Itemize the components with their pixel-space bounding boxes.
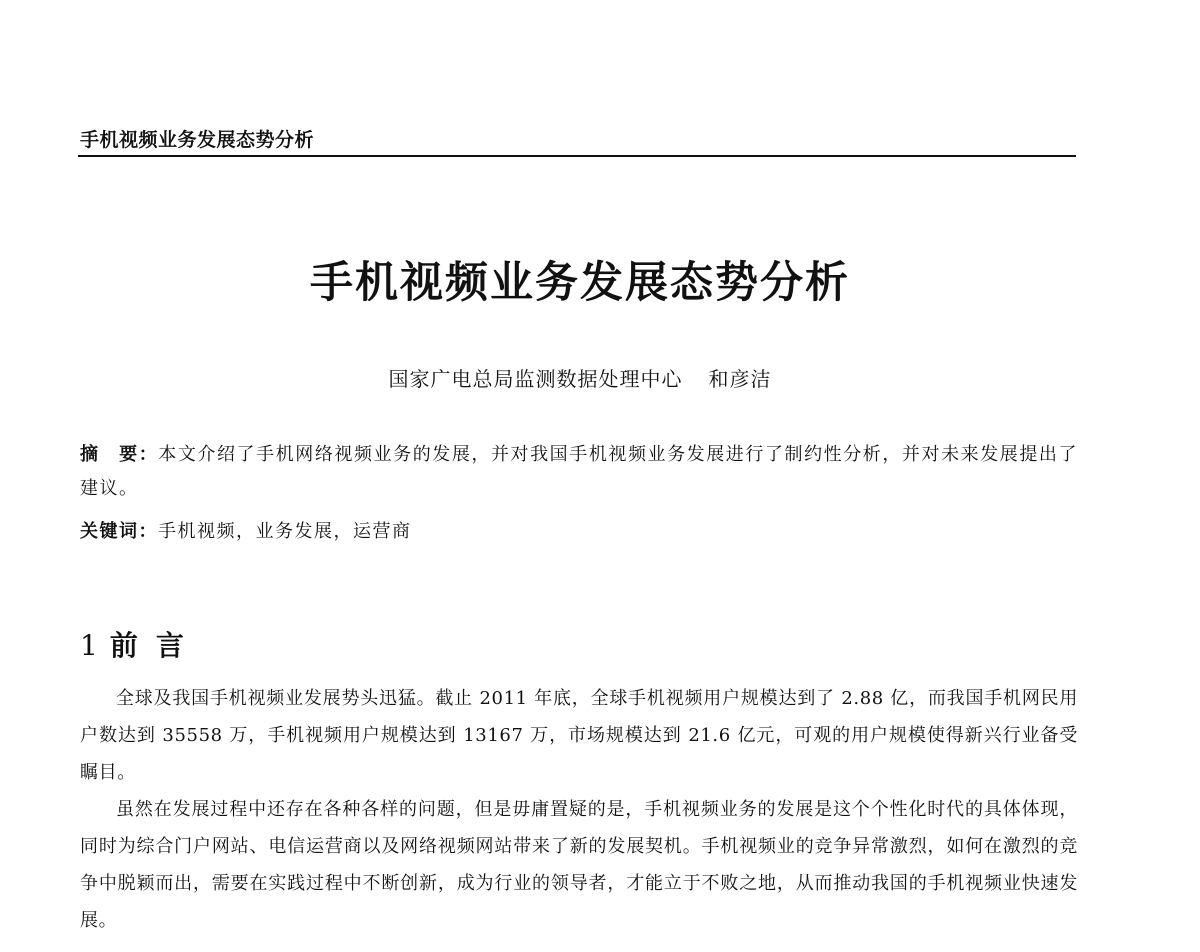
section-heading xyxy=(80,626,202,666)
author-name: 和彦洁 xyxy=(708,367,772,391)
header-rule xyxy=(78,155,1076,157)
author-line xyxy=(0,366,1160,392)
section-number: 1 xyxy=(80,629,98,662)
affiliation: 国家广电总局监测数据处理中心 xyxy=(388,367,683,391)
section-title: 前言 xyxy=(109,629,202,662)
keywords-label: 关键词： xyxy=(80,521,158,542)
paper-title: 手机视频业务发展态势分析 xyxy=(310,258,850,308)
abstract-label: 摘 要： xyxy=(80,444,159,465)
abstract xyxy=(80,438,1078,506)
abstract-text: 本文介绍了手机网络视频业务的发展，并对我国手机视频业务发展进行了制约性分析，并对未来发展提出了建议。 xyxy=(80,444,1078,499)
keywords-text: 手机视频，业务发展，运营商 xyxy=(158,521,412,542)
paragraph-1: 全球及我国手机视频业发展势头迅猛。截止 2011 年底，全球手机视频用户规模达到了 2.88 亿，而我国手机网民用户数达到 35558 万，手机视频用户规模达到 13167 万，市场规模达到 21.6 亿元，可观的用户规模使得新兴行业备受瞩目。 xyxy=(80,688,1078,783)
paragraph-2: 虽然在发展过程中还存在各种各样的问题，但是毋庸置疑的是，手机视频业务的发展是这个个性化时代的具体体现，同时为综合门户网站、电信运营商以及网络视频网站带来了新的发展契机。手机视频业的竞争异常激烈，如何在激烈的竞争中脱颖而出，需要在实践过程中不断创新，成为行业的领导者，才能立于不败之地，从而推动我国的手机视频业快速发展。 xyxy=(80,799,1078,931)
running-header: 手机视频业务发展态势分析 xyxy=(80,129,315,151)
keywords xyxy=(80,515,1078,549)
section-body xyxy=(80,680,1078,939)
